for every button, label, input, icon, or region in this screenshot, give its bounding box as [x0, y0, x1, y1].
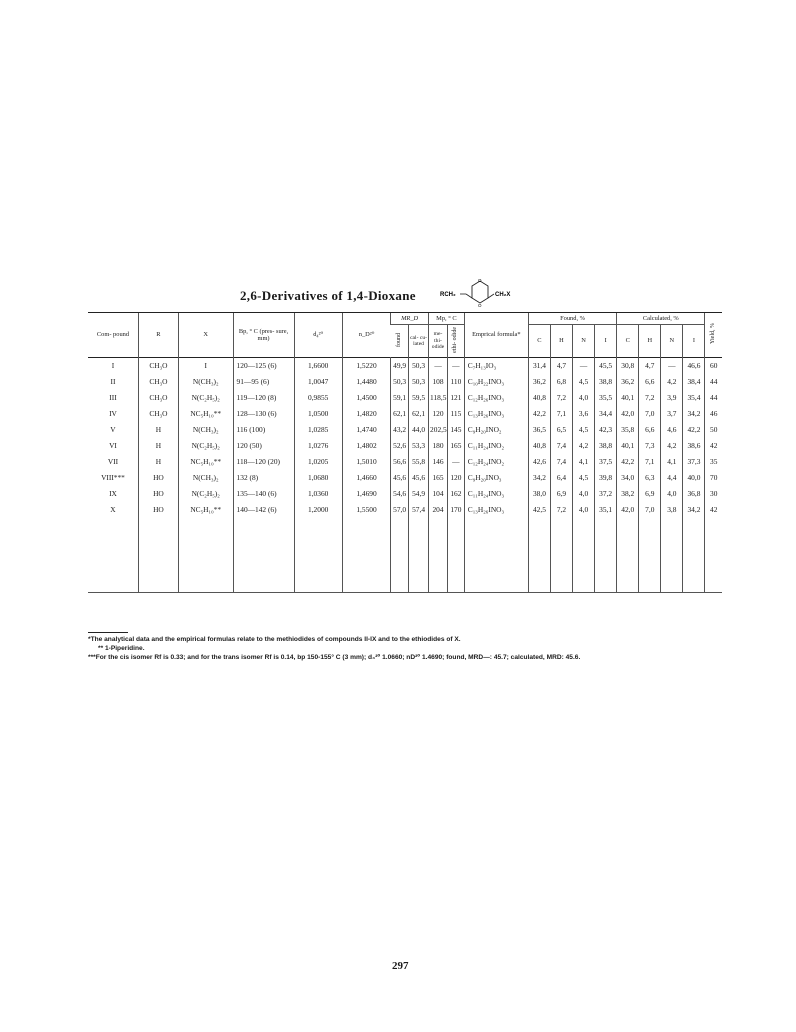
cell-bp: 132 (8) [233, 470, 294, 486]
cell-c-i: 37,3 [683, 454, 705, 470]
cell-f-i: 39,8 [595, 470, 617, 486]
cell-compound: II [110, 376, 116, 386]
cell-yield: 44 [705, 374, 722, 390]
empty-cell [705, 518, 722, 593]
header-yield [705, 313, 722, 358]
cell-f-n: — [573, 358, 595, 375]
cell-yield: 50 [705, 422, 722, 438]
cell-c-n: 3,9 [661, 390, 683, 406]
cell-f-i: 42,3 [595, 422, 617, 438]
cell-r: HO [138, 470, 178, 486]
cell-c-i: 34,2 [683, 502, 705, 518]
cell-mp-e: 145 [447, 422, 464, 438]
cell-c-h: 7,2 [639, 390, 661, 406]
cell-r: HO [138, 486, 178, 502]
cell-mr-found: 43,2 [391, 422, 409, 438]
cell-mp-m: 180 [429, 438, 448, 454]
table-title: 2,6-Derivatives of 1,4-Dioxane [240, 288, 416, 303]
cell-f-c: 38,0 [528, 486, 550, 502]
header-found-h: H [550, 325, 572, 358]
empty-cell [595, 518, 617, 593]
cell-c-h: 7,1 [639, 454, 661, 470]
cell-c-n: 4,4 [661, 470, 683, 486]
cell-c-c: 42,0 [617, 406, 639, 422]
cell-r: H [138, 422, 178, 438]
cell-d: 1,0360 [294, 486, 342, 502]
cell-f-i: 38,8 [595, 438, 617, 454]
cell-yield: 42 [705, 438, 722, 454]
cell-f-h: 7,2 [550, 390, 572, 406]
cell-f-n: 4,5 [573, 470, 595, 486]
cell-c-n: 4,0 [661, 486, 683, 502]
cell-c-c: 35,8 [617, 422, 639, 438]
cell-c-i: 38,4 [683, 374, 705, 390]
cell-f-c: 42,6 [528, 454, 550, 470]
cell-f-c: 40,8 [528, 438, 550, 454]
cell-c-c: 42,2 [617, 454, 639, 470]
cell-mp-e: — [447, 454, 464, 470]
empty-cell [429, 518, 448, 593]
cell-bp: 128—130 (6) [233, 406, 294, 422]
cell-f-c: 42,2 [528, 406, 550, 422]
table-row [88, 438, 722, 454]
header-calc-group: Calculated, % [617, 313, 705, 325]
cell-c-n: — [661, 358, 683, 375]
cell-f-h: 4,7 [550, 358, 572, 375]
table-body [88, 358, 722, 593]
cell-c-h: 4,7 [639, 358, 661, 375]
cell-n: 1,4660 [342, 470, 390, 486]
header-mr-found-label: found [395, 332, 402, 347]
empty-cell [88, 518, 138, 593]
cell-f-h: 6,8 [550, 374, 572, 390]
cell-c-c: 42,0 [617, 502, 639, 518]
cell-c-h: 6,3 [639, 470, 661, 486]
cell-formula: C₇H₁₃IO₃ [464, 358, 528, 375]
cell-f-n: 4,5 [573, 422, 595, 438]
cell-f-c: 36,5 [528, 422, 550, 438]
cell-c-h: 7,0 [639, 502, 661, 518]
cell-x: I [178, 358, 233, 375]
cell-f-h: 7,4 [550, 454, 572, 470]
cell-f-h: 7,4 [550, 438, 572, 454]
cell-c-h: 6,6 [639, 374, 661, 390]
cell-c-i: 38,6 [683, 438, 705, 454]
cell-mr-calc: 57,4 [409, 502, 429, 518]
cell-c-c: 40,1 [617, 390, 639, 406]
cell-bp: 120—125 (6) [233, 358, 294, 375]
cell-bp: 119—120 (8) [233, 390, 294, 406]
empty-cell [391, 518, 409, 593]
cell-formula: C₁₂H₂₆INO₃ [464, 390, 528, 406]
table-row [88, 422, 722, 438]
cell-c-i: 35,4 [683, 390, 705, 406]
cell-r: CH₃O [138, 406, 178, 422]
header-bp: Bp, ° C (pres- sure, mm) [233, 313, 294, 358]
cell-x: NC₅H₁₀** [178, 454, 233, 470]
header-calc-h: H [639, 325, 661, 358]
cell-n: 1,4740 [342, 422, 390, 438]
cell-x: N(CH₃)₂ [178, 422, 233, 438]
cell-c-c: 38,2 [617, 486, 639, 502]
header-mp-methiodide: me- thi- odide [429, 325, 448, 358]
cell-mr-calc: 44,0 [409, 422, 429, 438]
empty-cell [464, 518, 528, 593]
cell-c-i: 42,2 [683, 422, 705, 438]
footnote-3: ***For the cis isomer Rf is 0.33; and for the trans isomer Rf is 0.14, bp 150-155° C (3 mm); d₄²⁰ 1.0660; nD²⁰ 1.4690; found, MRD—: 45.7; calculated, MRD: 45.6. [88, 653, 581, 661]
cell-c-i: 36,8 [683, 486, 705, 502]
cell-r: HO [138, 502, 178, 518]
cell-yield: 30 [705, 486, 722, 502]
cell-r: CH₃O [138, 390, 178, 406]
cell-mp-e: 121 [447, 390, 464, 406]
structure-left-label: RCH₂ [440, 292, 456, 298]
header-mr-calc: cal- cu- lated [409, 325, 429, 358]
cell-x: N(CH₃)₂ [178, 470, 233, 486]
cell-mp-m: 202,5 [429, 422, 448, 438]
footnote-1: *The analytical data and the empirical formulas relate to the methiodides of compounds II-IX and to the ethiodides of X. [88, 636, 461, 643]
cell-f-h: 6,5 [550, 422, 572, 438]
empty-cell [342, 518, 390, 593]
cell-formula: C₉H₂₀INO₂ [464, 422, 528, 438]
cell-mp-e: 120 [447, 470, 464, 486]
empty-cell [661, 518, 683, 593]
empty-cell [409, 518, 429, 593]
cell-compound: IV [109, 408, 117, 418]
cell-d: 1,0680 [294, 470, 342, 486]
cell-f-c: 42,5 [528, 502, 550, 518]
cell-mp-m: 146 [429, 454, 448, 470]
page-number: 297 [392, 960, 409, 972]
footnotes [88, 636, 728, 663]
cell-x: NC₅H₁₀** [178, 502, 233, 518]
header-compound: Com- pound [88, 313, 138, 358]
cell-mr-calc: 45,6 [409, 470, 429, 486]
cell-mp-m: — [429, 358, 448, 375]
cell-r: H [138, 454, 178, 470]
cell-yield: 46 [705, 406, 722, 422]
cell-d: 1,2000 [294, 502, 342, 518]
structure-right-label: CH₂X [495, 292, 511, 298]
cell-r: H [138, 438, 178, 454]
cell-n: 1,4820 [342, 406, 390, 422]
cell-r: CH₃O [138, 358, 178, 375]
cell-f-c: 40,8 [528, 390, 550, 406]
ring-oxygen-bottom: O [478, 303, 482, 308]
table-row [88, 390, 722, 406]
cell-c-n: 4,6 [661, 422, 683, 438]
cell-c-i: 34,2 [683, 406, 705, 422]
cell-mp-m: 108 [429, 374, 448, 390]
cell-x: N(CH₃)₂ [178, 374, 233, 390]
header-found-n: N [573, 325, 595, 358]
cell-c-n: 4,1 [661, 454, 683, 470]
cell-yield: 60 [705, 358, 722, 375]
cell-c-i: 46,6 [683, 358, 705, 375]
cell-f-h: 6,9 [550, 486, 572, 502]
cell-mp-e: 115 [447, 406, 464, 422]
footnote-rule [88, 632, 128, 633]
cell-d: 0,9855 [294, 390, 342, 406]
cell-x: N(C₂H₅)₂ [178, 438, 233, 454]
table-filler-row [88, 518, 722, 593]
header-mr-found [391, 325, 409, 358]
table-row [88, 502, 722, 518]
empty-cell [683, 518, 705, 593]
cell-yield: 44 [705, 390, 722, 406]
cell-mp-e: — [447, 358, 464, 375]
header-found-i: I [595, 325, 617, 358]
cell-compound: X [110, 504, 116, 514]
empty-cell [639, 518, 661, 593]
empty-cell [550, 518, 572, 593]
cell-mr-found: 45,6 [391, 470, 409, 486]
empty-cell [178, 518, 233, 593]
cell-f-h: 7,2 [550, 502, 572, 518]
cell-c-n: 4,2 [661, 438, 683, 454]
cell-bp: 116 (100) [233, 422, 294, 438]
header-formula: Emprical formula* [464, 313, 528, 358]
cell-f-i: 37,2 [595, 486, 617, 502]
header-mp-group: Mp, ° C [429, 313, 465, 325]
empty-cell [528, 518, 550, 593]
cell-d: 1,0285 [294, 422, 342, 438]
cell-d: 1,0047 [294, 374, 342, 390]
empty-cell [138, 518, 178, 593]
cell-f-h: 6,4 [550, 470, 572, 486]
cell-compound: V [110, 424, 116, 434]
empty-cell [447, 518, 464, 593]
cell-yield: 35 [705, 454, 722, 470]
cell-mr-found: 62,1 [391, 406, 409, 422]
cell-c-i: 40,0 [683, 470, 705, 486]
cell-f-c: 36,2 [528, 374, 550, 390]
header-calc-i: I [683, 325, 705, 358]
table-row [88, 454, 722, 470]
cell-formula: C₉H₂₀INO₃ [464, 470, 528, 486]
cell-compound: IX [109, 488, 117, 498]
table-row [88, 374, 722, 390]
cell-mr-calc: 54,9 [409, 486, 429, 502]
data-table-container [88, 312, 722, 593]
dioxane-derivatives-table [88, 312, 722, 593]
cell-d: 1,0205 [294, 454, 342, 470]
cell-n: 1,4500 [342, 390, 390, 406]
cell-n: 1,5500 [342, 502, 390, 518]
cell-c-n: 3,7 [661, 406, 683, 422]
header-found-c: C [528, 325, 550, 358]
cell-formula: C₁₁H₂₄INO₃ [464, 486, 528, 502]
cell-f-n: 4,5 [573, 374, 595, 390]
cell-bp: 118—120 (20) [233, 454, 294, 470]
table-row [88, 470, 722, 486]
cell-mr-calc: 62,1 [409, 406, 429, 422]
header-calc-c: C [617, 325, 639, 358]
cell-mr-calc: 50,3 [409, 374, 429, 390]
cell-d: 1,6600 [294, 358, 342, 375]
cell-x: N(C₂H₅)₂ [178, 390, 233, 406]
cell-bp: 120 (50) [233, 438, 294, 454]
cell-mp-m: 165 [429, 470, 448, 486]
cell-n: 1,4480 [342, 374, 390, 390]
cell-formula: C₁₁H₂₄INO₂ [464, 438, 528, 454]
cell-bp: 135—140 (6) [233, 486, 294, 502]
cell-formula: C₁₃H₂₆INO₃ [464, 406, 528, 422]
footnote-2: ** 1-Piperidine. [98, 644, 145, 652]
cell-c-c: 30,8 [617, 358, 639, 375]
cell-n: 1,5010 [342, 454, 390, 470]
cell-mp-m: 120 [429, 406, 448, 422]
header-yield-label: Yield, % [710, 323, 717, 345]
cell-n: 1,4802 [342, 438, 390, 454]
cell-c-c: 36,2 [617, 374, 639, 390]
cell-f-n: 3,6 [573, 406, 595, 422]
cell-f-i: 35,1 [595, 502, 617, 518]
cell-f-i: 38,8 [595, 374, 617, 390]
cell-yield: 70 [705, 470, 722, 486]
cell-c-c: 40,1 [617, 438, 639, 454]
cell-mr-found: 56,6 [391, 454, 409, 470]
cell-c-n: 3,8 [661, 502, 683, 518]
header-mr-group: MR_D [391, 313, 429, 325]
cell-yield: 42 [705, 502, 722, 518]
cell-mp-e: 162 [447, 486, 464, 502]
cell-mp-e: 165 [447, 438, 464, 454]
table-row [88, 486, 722, 502]
empty-cell [294, 518, 342, 593]
cell-f-n: 4,0 [573, 502, 595, 518]
cell-f-n: 4,0 [573, 486, 595, 502]
cell-formula: C₁₀H₂₂INO₃ [464, 374, 528, 390]
cell-f-n: 4,0 [573, 390, 595, 406]
header-mp-ethiodide [447, 325, 464, 358]
cell-mr-found: 59,1 [391, 390, 409, 406]
cell-f-h: 7,1 [550, 406, 572, 422]
cell-f-n: 4,1 [573, 454, 595, 470]
cell-mr-found: 49,9 [391, 358, 409, 375]
header-calc-n: N [661, 325, 683, 358]
cell-bp: 91—95 (6) [233, 374, 294, 390]
cell-x: NC₅H₁₀** [178, 406, 233, 422]
cell-c-h: 6,9 [639, 486, 661, 502]
cell-formula: C₁₂H₂₄INO₂ [464, 454, 528, 470]
cell-mr-calc: 55,8 [409, 454, 429, 470]
header-mp-ethiodide-label: ethi- odide [452, 326, 459, 353]
cell-bp: 140—142 (6) [233, 502, 294, 518]
cell-c-h: 7,0 [639, 406, 661, 422]
cell-f-c: 34,2 [528, 470, 550, 486]
cell-n: 1,5220 [342, 358, 390, 375]
cell-f-i: 35,5 [595, 390, 617, 406]
empty-cell [617, 518, 639, 593]
cell-mp-e: 110 [447, 374, 464, 390]
cell-x: N(C₂H₅)₂ [178, 486, 233, 502]
cell-mr-found: 52,6 [391, 438, 409, 454]
cell-d: 1,0500 [294, 406, 342, 422]
cell-formula: C₁₃H₂₆INO₃ [464, 502, 528, 518]
cell-mp-m: 118,5 [429, 390, 448, 406]
cell-f-c: 31,4 [528, 358, 550, 375]
header-x: X [178, 313, 233, 358]
cell-compound: VI [109, 440, 117, 450]
cell-mr-calc: 53,3 [409, 438, 429, 454]
header-density: d₄²⁰ [294, 313, 342, 358]
cell-c-h: 6,6 [639, 422, 661, 438]
header-found-group: Found, % [528, 313, 616, 325]
cell-mr-found: 57,0 [391, 502, 409, 518]
empty-cell [233, 518, 294, 593]
cell-compound: I [111, 360, 115, 370]
cell-r: CH₃O [138, 374, 178, 390]
cell-f-i: 37,5 [595, 454, 617, 470]
table-row [88, 406, 722, 422]
cell-c-c: 34,0 [617, 470, 639, 486]
dioxane-structure-icon [440, 276, 530, 308]
cell-n: 1,4690 [342, 486, 390, 502]
cell-c-h: 7,3 [639, 438, 661, 454]
cell-mp-m: 104 [429, 486, 448, 502]
cell-f-i: 34,4 [595, 406, 617, 422]
cell-f-n: 4,2 [573, 438, 595, 454]
empty-cell [573, 518, 595, 593]
cell-compound: VII [107, 456, 119, 466]
header-refractive-index: n_D²⁰ [342, 313, 390, 358]
table-row [88, 358, 722, 375]
cell-d: 1,0276 [294, 438, 342, 454]
ring-oxygen-top: O [478, 278, 482, 283]
cell-mr-found: 54,6 [391, 486, 409, 502]
cell-compound: VIII*** [101, 472, 125, 482]
cell-f-i: 45,5 [595, 358, 617, 375]
cell-mr-calc: 50,3 [409, 358, 429, 375]
cell-compound: III [109, 392, 117, 402]
cell-c-n: 4,2 [661, 374, 683, 390]
cell-mr-found: 50,3 [391, 374, 409, 390]
cell-mp-m: 204 [429, 502, 448, 518]
header-r: R [138, 313, 178, 358]
cell-mp-e: 170 [447, 502, 464, 518]
cell-mr-calc: 59,5 [409, 390, 429, 406]
